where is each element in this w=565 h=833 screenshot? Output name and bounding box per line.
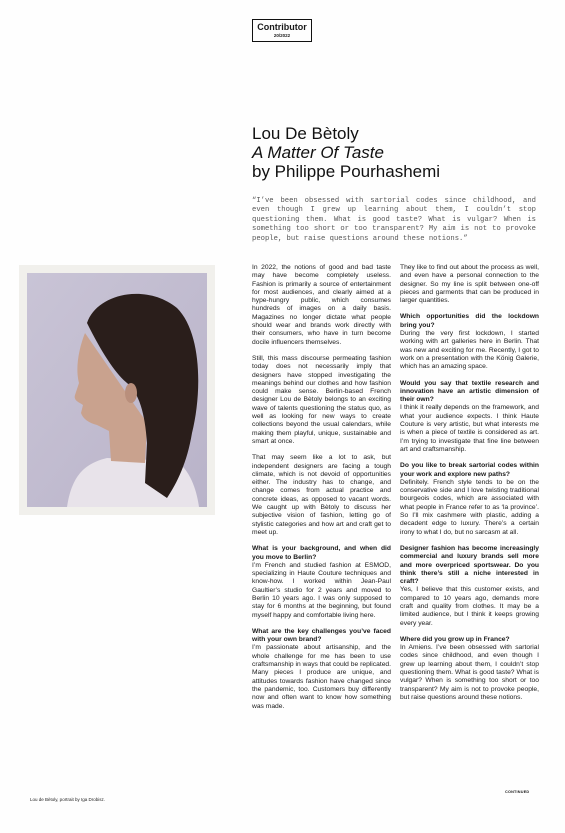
paragraph: That may seem like a lot to ask, but independent designers are facing a tough climate, which is not devoid of opportunities either. The industry has to change, and change comes from actual practice and concrete ideas, as opposed to vacant words. We caught up with Bètoly to discuss her subjective vision of fashion, letting go of stylistic categories and how art and craft get to meet up. bbox=[252, 454, 391, 536]
badge-issue: 20/2022 bbox=[273, 33, 291, 38]
interview-answer: I think it really depends on the framework, and what your audience expects. I think Haute Couture is very artistic, but what interests me is when a piece of textile is considered as art. I’m trying to investigate that fine line between art and craftsmanship. bbox=[400, 404, 539, 453]
interview-answer: I’m French and studied fashion at ESMOD, specializing in Haute Couture techniques and know-how. I worked within Jean-Paul Gaultier’s studio for 2 years and moved to Berlin 10 years ago. I was only supposed to stay for 6 months at the beginning, but found myself happy and comfortable living here. bbox=[252, 561, 391, 619]
interview-question: Do you like to break sartorial codes within your work and explore new paths? bbox=[400, 462, 539, 478]
badge-label: Contributor bbox=[257, 22, 307, 32]
article-column-1 bbox=[252, 264, 391, 719]
designer-name: Lou De Bètoly bbox=[252, 124, 359, 143]
interview-question: Which opportunities did the lockdown bring you? bbox=[400, 313, 539, 329]
portrait-image bbox=[27, 273, 207, 507]
contributor-badge bbox=[252, 19, 312, 42]
portrait-photo bbox=[19, 265, 215, 515]
interview-question: Where did you grow up in France? bbox=[400, 635, 510, 643]
photo-caption: Lou de Bètoly, portrait by Iga Drobisz. bbox=[30, 797, 105, 802]
interview-question: Would you say that textile research and innovation have an artistic dimension of their own? bbox=[400, 379, 539, 404]
article-headline: A Matter Of Taste bbox=[252, 143, 384, 162]
author-byline: by Philippe Pourhashemi bbox=[252, 162, 441, 181]
article-column-2 bbox=[400, 264, 539, 710]
paragraph: Still, this mass discourse permeating fashion today does not necessarily imply that designers have stopped investigating the meanings behind our clothes and how fashion could make sense. Berlin-based French designer Lou de Bètoly belongs to an exciting wave of talents questioning the status quo, as well as looking for new ways to create collections beyond the usual calendars, while making them playful, unique, sustainable and smart at once. bbox=[252, 354, 391, 445]
pull-quote: “I’ve been obsessed with sartorial codes since childhood, and even though I grew up learning about them, I couldn’t stop questioning them. What is good taste? What is vulgar? When is something too short or too transparent? My aim is not to provoke people, but raise questions around these notions.” bbox=[252, 197, 536, 243]
paragraph: In 2022, the notions of good and bad taste may have become completely useless. Fashion is primarily a source of entertainment for most audiences, and clearly aimed at a hype-hungry public, which consumes hundreds of images on a daily basis. Magazines no longer dictate what people should wear and brands work directly with their consumers, who have in turn become docile influencers themselves. bbox=[252, 264, 391, 346]
article-title bbox=[252, 124, 440, 181]
interview-question: What are the key challenges you’ve faced with your own brand? bbox=[252, 627, 391, 644]
interview-answer: Yes, I believe that this customer exists, and compared to 10 years ago, demands more craft and quality from clothes. It may be a limited audience, but I think it keeps growing every year. bbox=[400, 586, 539, 627]
interview-question: What is your background, and when did you move to Berlin? bbox=[252, 545, 391, 561]
interview-answer: In Amiens. I’ve been obsessed with sartorial codes since childhood, and even though I grew up learning about them, I couldn’t stop questioning them. What is good taste? What is vulgar? When is something too short or too transparent? My aim is not to provoke people, but raise questions around these notions. bbox=[400, 644, 539, 701]
interview-answer: Definitely. French style tends to be on the conservative side and I love twisting traditional bourgeois codes, which are associated with what people in France refer to as ‘la province’. So I’ll mix cashmere with plastic, adding a decadent edge to luxury. There’s a certain irony to what I do, but no sarcasm at all. bbox=[400, 478, 539, 536]
interview-answer: During the very first lockdown, I started working with art galleries here in Berlin. That was new and exciting for me. Recently, I got to work on a presentation with the König Galerie, which has an amazing space. bbox=[400, 330, 539, 371]
continued-label: CONTINUED bbox=[505, 790, 530, 794]
interview-answer: I’m passionate about artisanship, and the whole challenge for me has been to use craftsmanship in ways that could be replicated. Many pieces I produce are unique, and attitudes towards fashion have changed since the pandemic, too. Customers buy differently now and often want to know how something was made. bbox=[252, 644, 391, 710]
interview-question: Designer fashion has become increasingly commercial and luxury brands sell more and more overpriced sportswear. Do you think there’s still a niche interested in craft? bbox=[400, 544, 539, 586]
paragraph: They like to find out about the process as well, and even have a personal connection to the designer. So my line is split between one-off pieces and garments that can be produced in larger quantities. bbox=[400, 264, 539, 305]
